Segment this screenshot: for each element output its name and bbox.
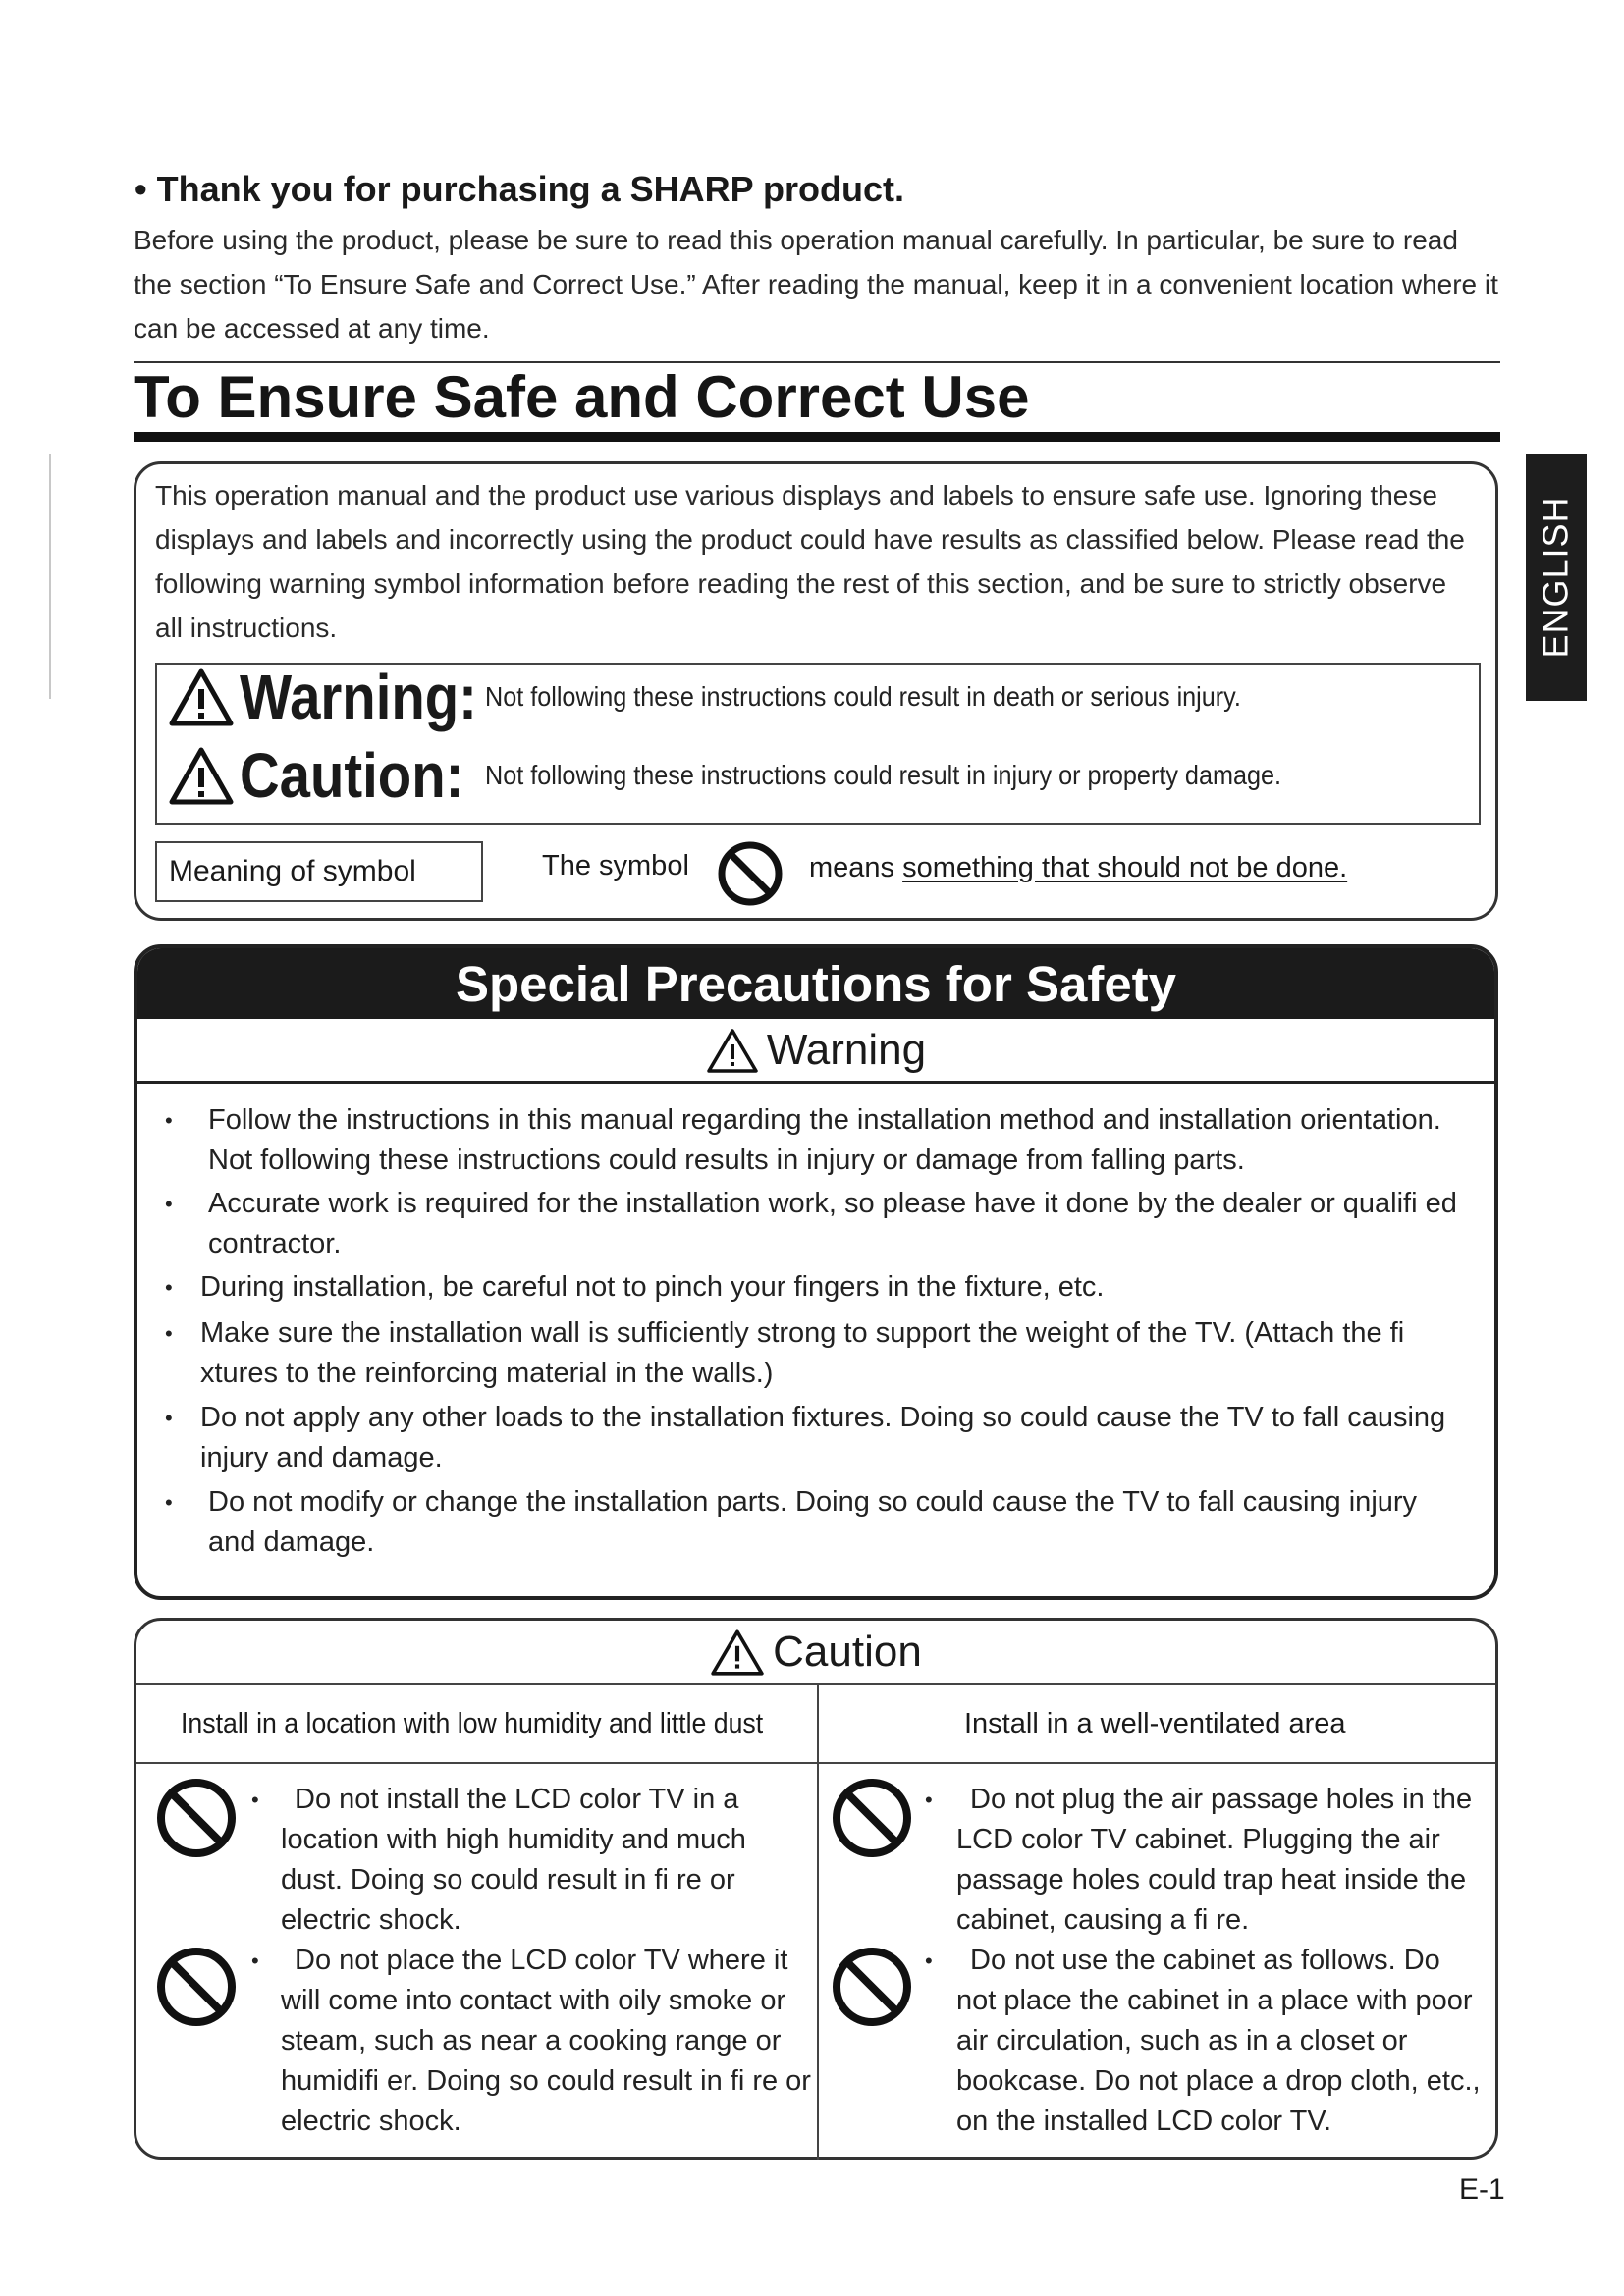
- safe-use-intro: This operation manual and the product use various displays and labels to ensure safe use. Ignoring these displays and labels and incorrectly using the product could have results as classified below. Please read the following warning symbol information before reading the rest of this section, and be sure to strictly observe all instructions.: [155, 480, 1465, 643]
- warning-item: • Do not modify or change the installation parts. Doing so could cause the TV to fall causing injury and damage.: [165, 1486, 1418, 1558]
- caution-item: • Do not place the LCD color TV where it will come into contact with oily smoke or steam, such as near a cooking range or humidifi er. Doing so could result in fi re or electric shock.: [251, 1945, 811, 2137]
- warning-item: • Do not apply any other loads to the installation fixtures. Doing so could cause the TV to fall causing injury and damage.: [165, 1402, 1446, 1473]
- column-divider: [817, 1684, 819, 2160]
- caution-label: Caution:: [240, 740, 464, 811]
- warning-subheading-label: Warning: [766, 1025, 927, 1074]
- prohibited-icon: [831, 1946, 913, 2028]
- warning-label: Warning:: [240, 662, 477, 732]
- intro-title: • Thank you for purchasing a SHARP product.: [135, 169, 905, 209]
- symbol-meaning: something that should not be done.: [902, 852, 1348, 883]
- caution-description: Not following these instructions could result in injury or property damage.: [485, 760, 1282, 790]
- prohibited-icon: [155, 1946, 238, 2028]
- prohibited-icon: [831, 1777, 913, 1859]
- caution-heading-label: Caution: [773, 1628, 922, 1676]
- caution-heading: [136, 1621, 1495, 1685]
- warning-triangle-icon: [169, 667, 234, 726]
- left-column-header: Install in a location with low humidity and little dust: [181, 1708, 764, 1739]
- caution-triangle-icon: [169, 746, 234, 805]
- warning-item: • Accurate work is required for the installation work, so please have it done by the dealer or qualifi ed contractor.: [165, 1188, 1457, 1259]
- symbol-means-word: means: [809, 852, 895, 883]
- page-number: E-1: [1459, 2173, 1505, 2206]
- caution-triangle-icon: [710, 1628, 765, 1677]
- heading-underline: [134, 432, 1500, 442]
- intro-text: Before using the product, please be sure to read this operation manual carefully. In particular, be sure to read the section “To Ensure Safe and Correct Use.” After reading the manual, keep it in a convenient location where it can be accessed at any time.: [134, 225, 1498, 344]
- warning-description: Not following these instructions could result in death or serious injury.: [485, 681, 1241, 712]
- caution-item: • Do not plug the air passage holes in the LCD color TV cabinet. Plugging the air passage holes could trap heat inside the cabinet, causing a fi re.: [925, 1784, 1473, 1936]
- warning-item: • Make sure the installation wall is sufficiently strong to support the weight of the TV. (Attach the fi xtures to the reinforcing material in the walls.): [165, 1317, 1405, 1389]
- symbol-means: [809, 852, 1347, 884]
- warning-triangle-icon: [706, 1027, 759, 1074]
- warning-item: • Follow the instructions in this manual regarding the installation method and installation orientation. Not following these instructions could results in injury or damage from falling parts.: [165, 1104, 1441, 1176]
- warning-subheading: [137, 1019, 1494, 1084]
- warning-level-row: [169, 663, 1325, 731]
- caution-item: • Do not use the cabinet as follows. Do not place the cabinet in a place with poor air circulation, such as in a closet or bookcase. Do not place a drop cloth, etc., on the installed LCD color TV.: [925, 1945, 1481, 2137]
- symbol-text: The symbol: [542, 850, 689, 881]
- language-tab-label-wrap: [1526, 454, 1587, 701]
- header-divider: [136, 1762, 1495, 1764]
- symbol-meaning-label: Meaning of symbol: [155, 841, 483, 902]
- language-tab-label: ENGLISH: [1536, 496, 1577, 659]
- margin-line: [49, 454, 51, 699]
- warning-item: • During installation, be careful not to pinch your fingers in the fixture, etc.: [165, 1271, 1105, 1303]
- page-title: To Ensure Safe and Correct Use: [134, 364, 1030, 430]
- caution-item: • Do not install the LCD color TV in a location with high humidity and much dust. Doing so could result in fi re or electric shock.: [251, 1784, 746, 1936]
- prohibited-icon: [155, 1777, 238, 1859]
- caution-level-row: [169, 741, 1370, 810]
- special-precautions-title: Special Precautions for Safety: [455, 956, 1177, 1012]
- right-column-header: Install in a well-ventilated area: [964, 1708, 1346, 1739]
- prohibited-icon: [717, 840, 784, 907]
